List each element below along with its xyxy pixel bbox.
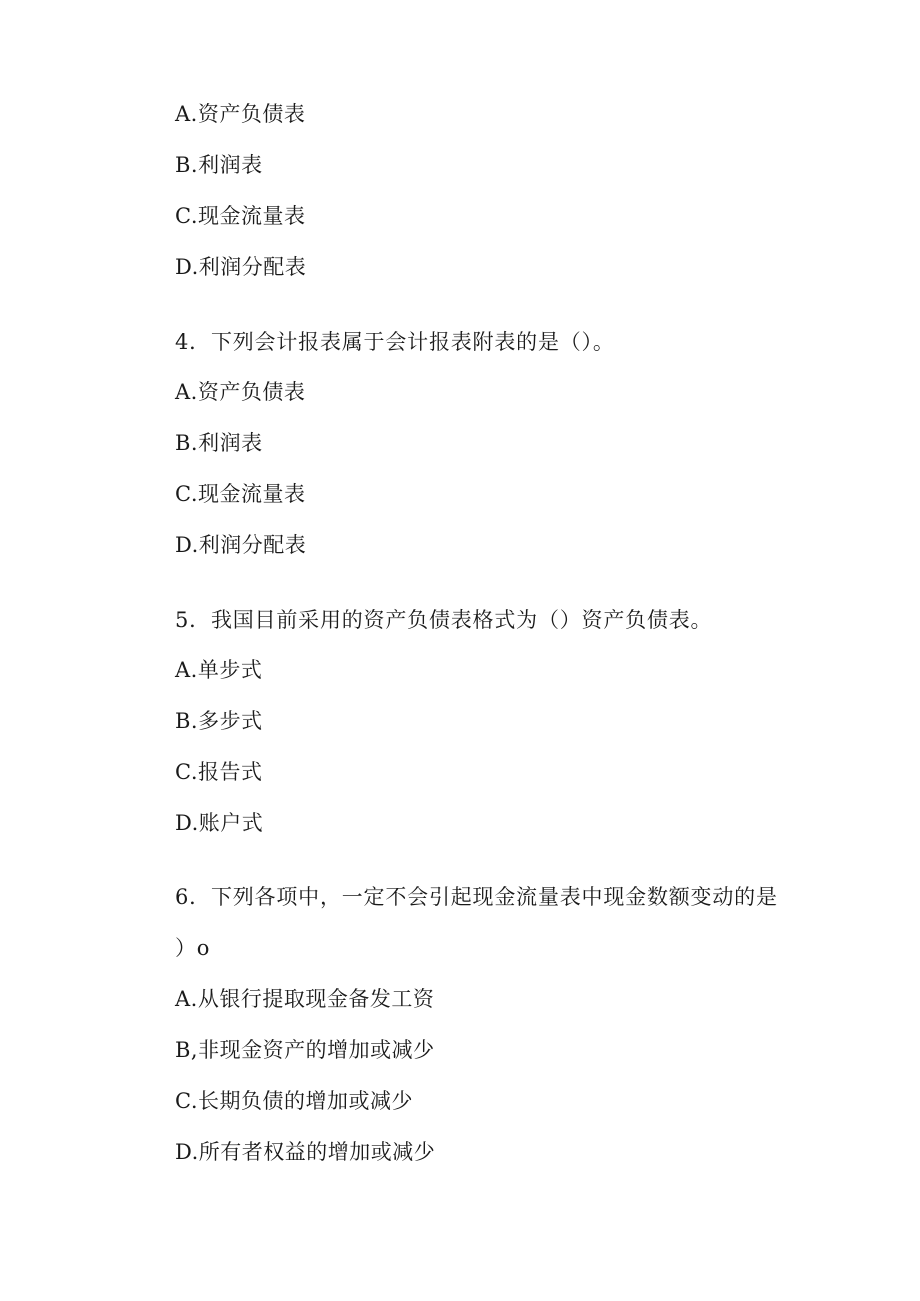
question-6-option-c: C.长期负债的增加或减少 <box>175 1089 413 1113</box>
question-5-stem: 5．我国目前采用的资产负债表格式为（）资产负债表。 <box>175 608 713 632</box>
question-5-option-c: C.报告式 <box>175 760 263 784</box>
option-a: A.资产负债表 <box>175 102 306 126</box>
question-6-stem-line-2: ）o <box>175 936 211 960</box>
question-4-option-c: C.现金流量表 <box>175 482 306 506</box>
question-6-stem-line-1: 6．下列各项中，一定不会引起现金流量表中现金数额变动的是 <box>175 885 778 909</box>
option-b: B.利润表 <box>175 153 263 177</box>
question-5-option-a: A.单步式 <box>175 658 263 682</box>
question-4-stem: 4．下列会计报表属于会计报表附表的是（）。 <box>175 330 615 354</box>
question-4-option-a: A.资产负债表 <box>175 380 306 404</box>
question-5-option-b: B.多步式 <box>175 709 263 733</box>
question-4-option-b: B.利润表 <box>175 431 263 455</box>
option-d: D.利润分配表 <box>175 255 307 279</box>
question-6-option-a: A.从银行提取现金备发工资 <box>175 987 435 1011</box>
question-6-option-d: D.所有者权益的增加或减少 <box>175 1140 436 1164</box>
option-c: C.现金流量表 <box>175 204 306 228</box>
question-4-option-d: D.利润分配表 <box>175 533 307 557</box>
question-5-option-d: D.账户式 <box>175 811 264 835</box>
question-6-option-b: B,非现金资产的增加或减少 <box>175 1038 435 1062</box>
